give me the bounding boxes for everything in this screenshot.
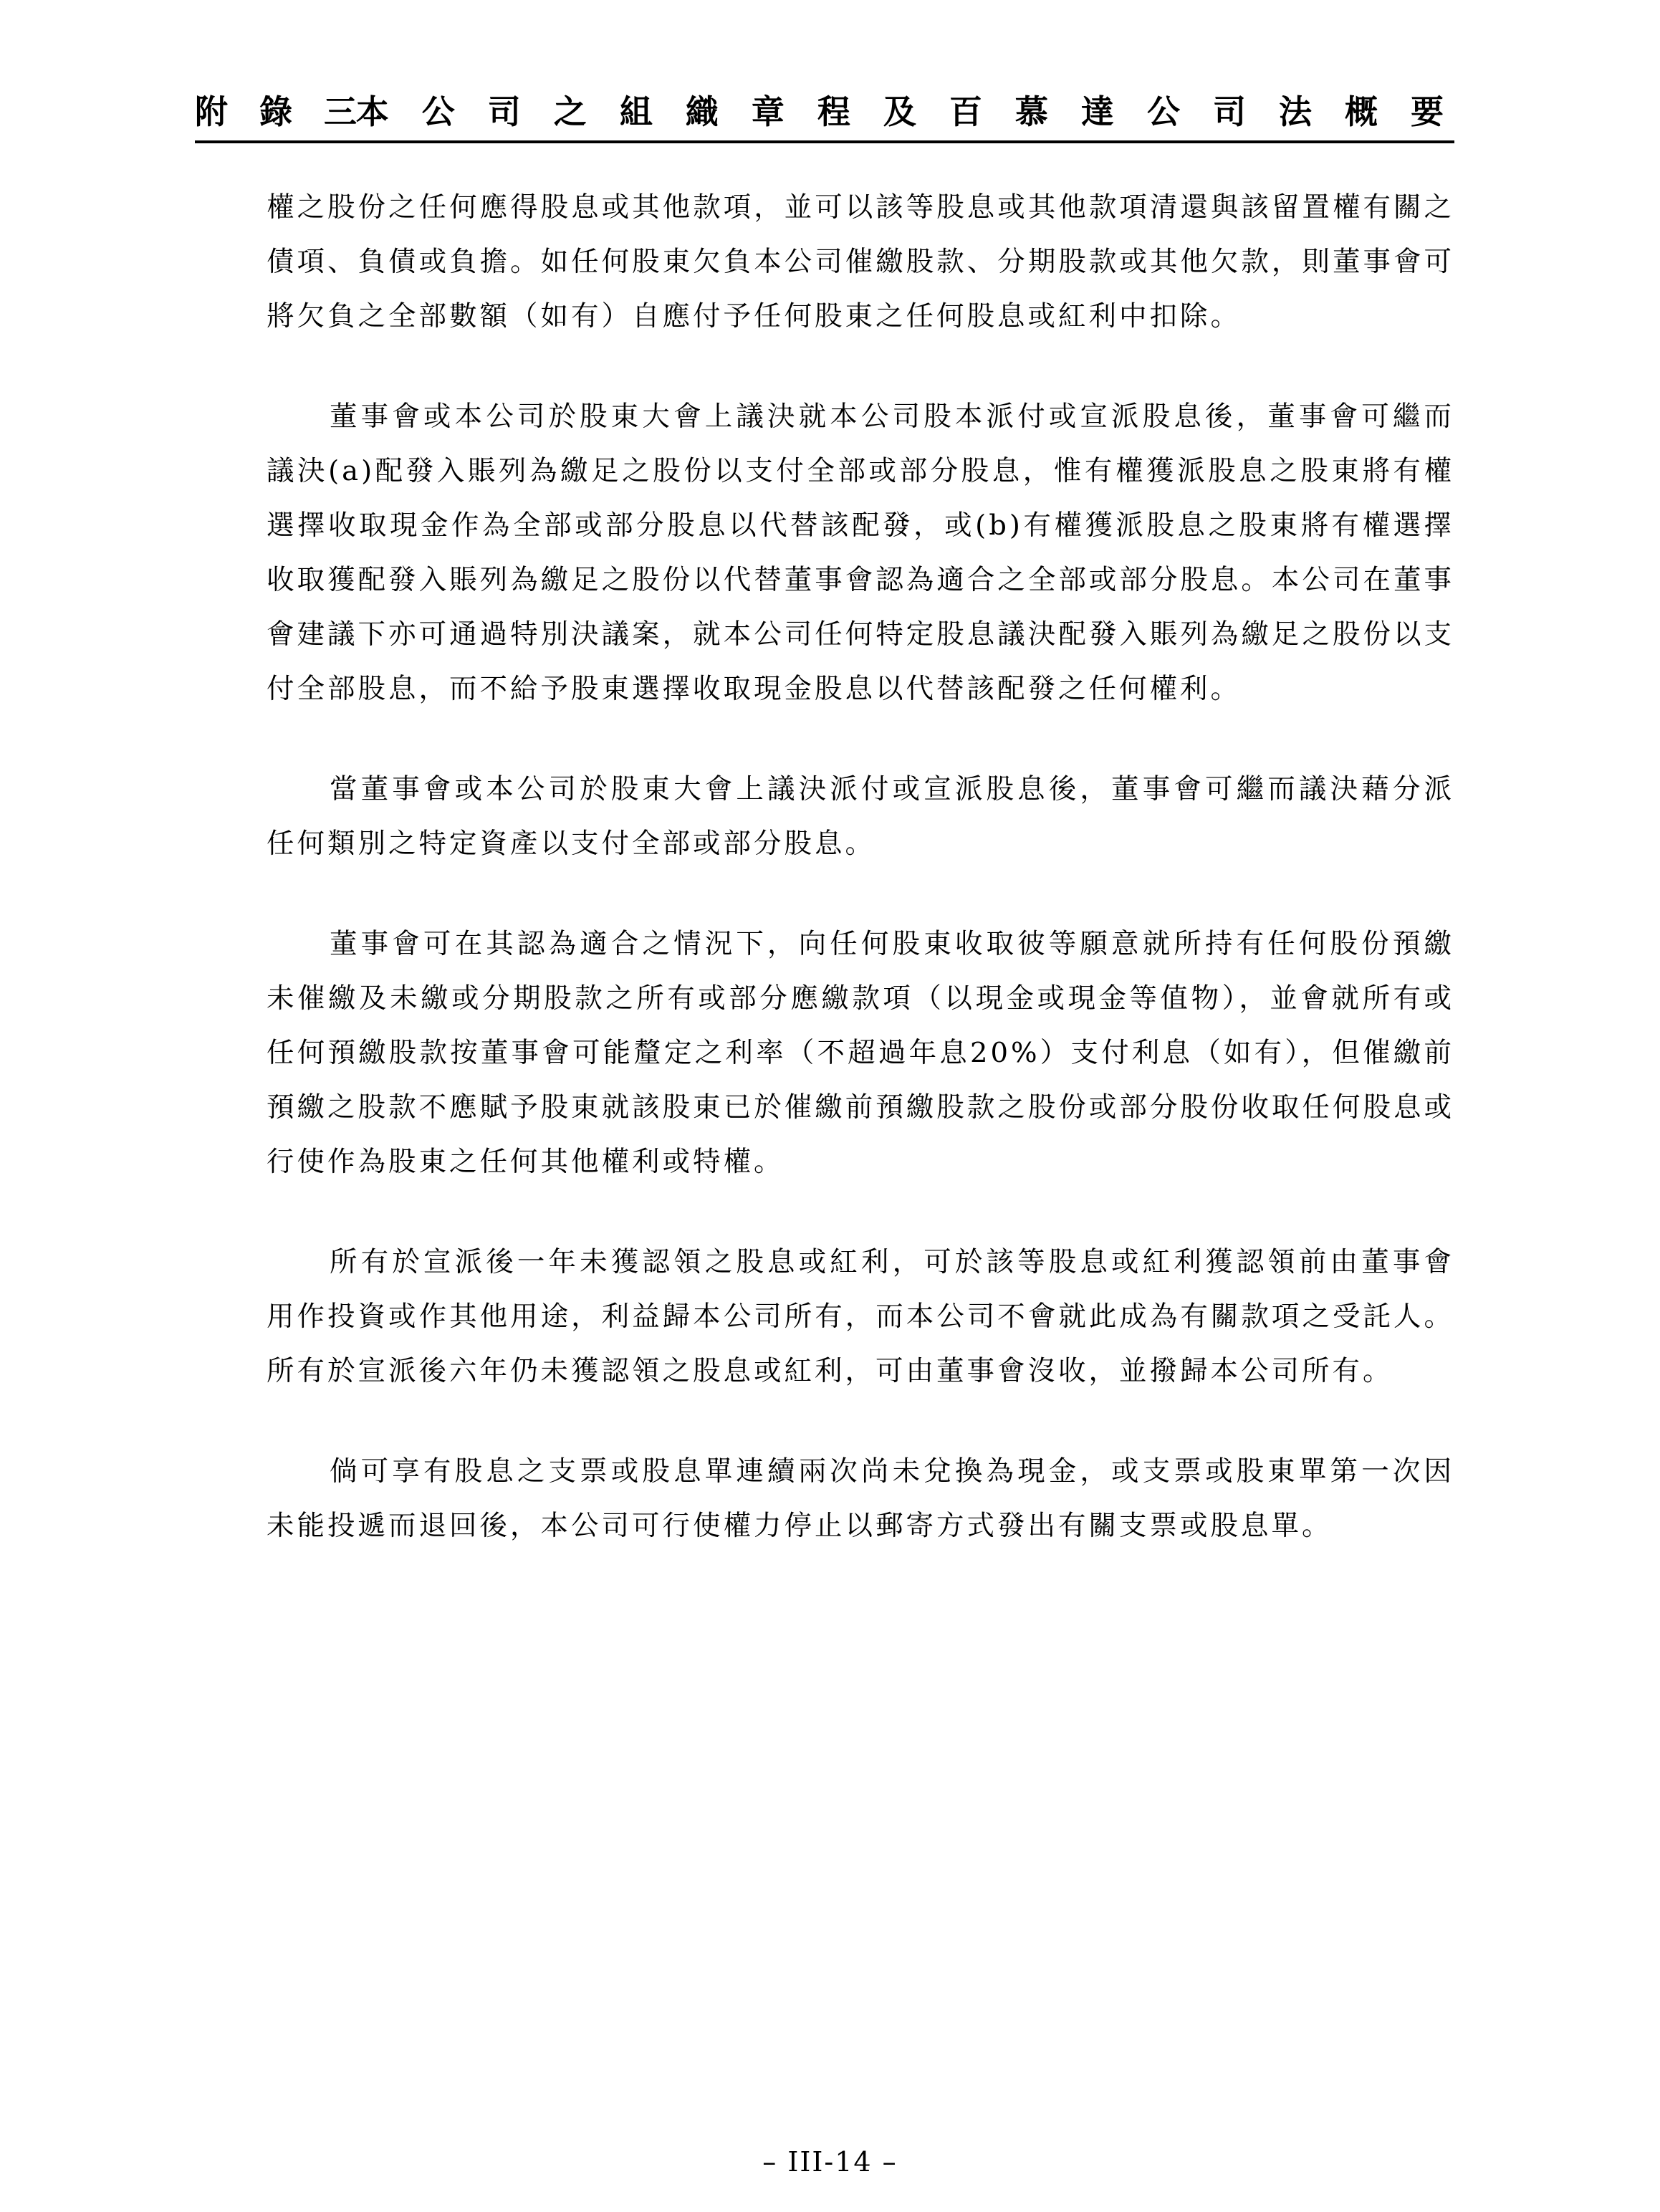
header-divider <box>195 140 1454 143</box>
body-text <box>267 181 1454 1599</box>
page-number: – III-14 – <box>762 2146 898 2178</box>
page-header <box>195 83 1454 140</box>
paragraph-advance-calls: 董事會可在其認為適合之情況下，向任何股東收取彼等願意就所持有任何股份預繳未催繳及未繳或分期股款之所有或部分應繳款項（以現金或現金等值物），並會就所有或任何預繳股款按董事會可能釐定之利率（不超過年息20%）支付利息（如有），但催繳前預繳之股款不應賦予股東就該股東已於催繳前預繳股款之股份或部分股份收取任何股息或行使作為股東之任何其他權利或特權。 <box>267 928 1454 1178</box>
paragraph-continued: 權之股份之任何應得股息或其他款項，並可以該等股息或其他款項清還與該留置權有關之債項、負債或負擔。如任何股東欠負本公司催繳股款、分期股款或其他欠款，則董事會可將欠負之全部數額（如有）自應付予任何股東之任何股息或紅利中扣除。 <box>267 191 1454 332</box>
appendix-label: 附 錄 三 <box>195 92 368 131</box>
paragraph-uncashed-cheques: 倘可享有股息之支票或股息單連續兩次尚未兌換為現金，或支票或股東單第一次因未能投遞而退回後，本公司可行使權力停止以郵寄方式發出有關支票或股息單。 <box>267 1455 1454 1542</box>
paragraph-unclaimed-dividends: 所有於宣派後一年未獲認領之股息或紅利，可於該等股息或紅利獲認領前由董事會用作投資或作其他用途，利益歸本公司所有，而本公司不會就此成為有關款項之受託人。所有於宣派後六年仍未獲認領之股息或紅利，可由董事會沒收，並撥歸本公司所有。 <box>267 1246 1454 1387</box>
paragraph-scrip-dividend: 董事會或本公司於股東大會上議決就本公司股本派付或宣派股息後，董事會可繼而議決(a)配發入賬列為繳足之股份以支付全部或部分股息，惟有權獲派股息之股東將有權選擇收取現金作為全部或部分股息以代替該配發，或(b)有權獲派股息之股東將有權選擇收取獲配發入賬列為繳足之股份以代替董事會認為適合之全部或部分股息。本公司在董事會建議下亦可通過特別決議案，就本公司任何特定股息議決配發入賬列為繳足之股份以支付全部股息，而不給予股東選擇收取現金股息以代替該配發之任何權利。 <box>267 401 1454 705</box>
paragraph-dividend-in-specie: 當董事會或本公司於股東大會上議決派付或宣派股息後，董事會可繼而議決藉分派任何類別之特定資產以支付全部或部分股息。 <box>267 773 1454 860</box>
page-title: 本 公 司 之 組 織 章 程 及 百 慕 達 公 司 法 概 要 <box>355 92 1454 131</box>
